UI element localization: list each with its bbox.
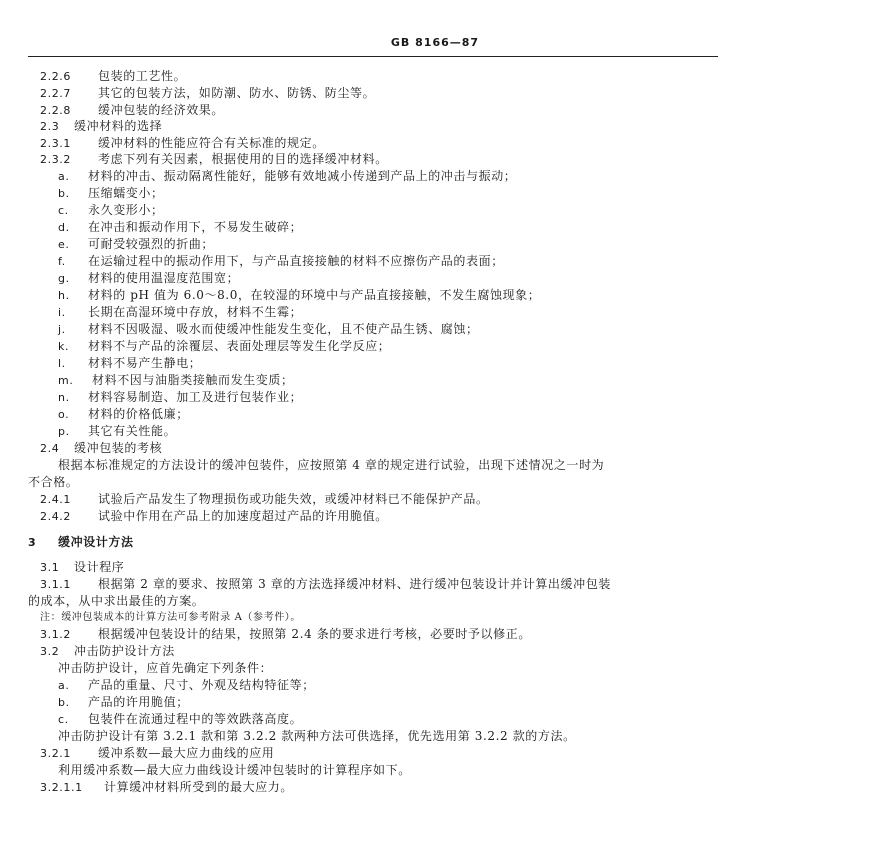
clause-text: 根据第 2 章的要求、按照第 3 章的方法选择缓冲材料、进行缓冲包装设计并计算出缓冲包装 (98, 577, 611, 591)
paragraph-line (28, 593, 204, 609)
clause-number: 3.1.2 (40, 628, 71, 641)
clause-3-2-1 (40, 745, 274, 762)
item-a (58, 168, 516, 185)
clause-number: 2.4.1 (40, 493, 71, 506)
clause-3-1-1 (40, 576, 611, 593)
paragraph-line (28, 474, 78, 490)
item-letter: a. (58, 679, 70, 692)
clause-text: 计算缓冲材料所受到的最大应力。 (104, 780, 294, 794)
item-n (58, 389, 302, 406)
clause-2-4-2 (40, 508, 388, 525)
item-letter: n. (58, 391, 70, 404)
item-letter: o. (58, 408, 70, 421)
clause-2-4-1 (40, 491, 489, 508)
clause-number: 2.2.7 (40, 87, 71, 100)
clause-text: 考虑下列有关因素，根据使用的目的选择缓冲材料。 (98, 152, 388, 166)
item-c (58, 711, 302, 728)
note-text: 注：缓冲包装成本的计算方法可参考附录 A（参考件）。 (40, 612, 301, 623)
item-text: 压缩蠕变小； (88, 186, 164, 200)
item-letter: i. (58, 306, 66, 319)
item-text: 可耐受较强烈的折曲； (88, 237, 215, 251)
item-text: 材料不与产品的涂覆层、表面处理层等发生化学反应； (88, 339, 391, 353)
paragraph-line (58, 457, 604, 473)
item-k (58, 338, 390, 355)
clause-text: 缓冲材料的选择 (74, 119, 163, 133)
clause-number: 3.2.1.1 (40, 781, 83, 794)
clause-number: 2.4 (40, 442, 60, 455)
item-a (58, 677, 315, 694)
clause-3-1-2 (40, 626, 531, 643)
item-letter: b. (58, 187, 70, 200)
clause-2-2-6 (40, 68, 186, 85)
paragraph-text: 的成本，从中求出最佳的方案。 (28, 594, 205, 608)
item-letter: d. (58, 221, 70, 234)
clause-text: 缓冲材料的性能应符合有关标准的规定。 (98, 136, 325, 150)
clause-number: 3.2.1 (40, 747, 71, 760)
clause-text: 试验后产品发生了物理损伤或功能失效，或缓冲材料已不能保护产品。 (98, 492, 489, 506)
clause-number: 2.3.2 (40, 153, 71, 166)
clause-text: 试验中作用在产品上的加速度超过产品的许用脆值。 (98, 509, 388, 523)
note-line (40, 610, 301, 626)
item-c (58, 202, 164, 219)
item-text: 材料不因吸湿、吸水而使缓冲性能发生变化，且不使产品生锈、腐蚀； (88, 322, 479, 336)
clause-number: 2.2.8 (40, 104, 71, 117)
item-letter: e. (58, 238, 70, 251)
clause-number: 2.3 (40, 120, 60, 133)
item-text: 长期在高湿环境中存放，材料不生霉； (88, 305, 303, 319)
clause-number: 3.1 (40, 561, 60, 574)
clause-number: 2.2.6 (40, 70, 71, 83)
item-e (58, 236, 214, 253)
item-h (58, 287, 540, 304)
item-letter: h. (58, 289, 70, 302)
clause-3-2-1-1 (40, 779, 293, 796)
item-b (58, 694, 189, 711)
clause-text: 缓冲系数—最大应力曲线的应用 (98, 746, 275, 760)
clause-2-3-1 (40, 135, 325, 152)
item-text: 在运输过程中的振动作用下，与产品直接接触的材料不应擦伤产品的表面； (88, 254, 504, 268)
clause-text: 冲击防护设计方法 (74, 644, 175, 658)
header-rule (28, 56, 718, 57)
item-text: 材料不因与油脂类接触而发生变质； (92, 373, 294, 387)
chapter-3-heading (28, 534, 134, 551)
item-l (58, 355, 201, 372)
page-header-code: GB 8166—87 (390, 36, 480, 49)
section-2-3-heading (40, 118, 162, 135)
clause-2-2-7 (40, 85, 375, 102)
clause-2-2-8 (40, 102, 224, 119)
paragraph-text: 不合格。 (28, 475, 79, 489)
clause-text: 缓冲包装的经济效果。 (98, 103, 225, 117)
paragraph-line (58, 762, 411, 778)
item-text: 材料不易产生静电； (88, 356, 202, 370)
item-j (58, 321, 479, 338)
clause-text: 其它的包装方法，如防潮、防水、防锈、防尘等。 (98, 86, 376, 100)
item-letter: j. (58, 323, 66, 336)
item-text: 包装件在流通过程中的等效跌落高度。 (88, 712, 303, 726)
item-letter: a. (58, 170, 70, 183)
item-letter: b. (58, 696, 70, 709)
item-i (58, 304, 302, 321)
item-text: 材料的冲击、振动隔离性能好，能够有效地减小传递到产品上的冲击与振动； (88, 169, 517, 183)
item-text: 材料的使用温湿度范围宽； (88, 271, 240, 285)
clause-text: 缓冲包装的考核 (74, 441, 163, 455)
item-letter: g. (58, 272, 70, 285)
item-m (58, 372, 294, 389)
paragraph-text: 利用缓冲系数—最大应力曲线设计缓冲包装时的计算程序如下。 (58, 763, 411, 777)
clause-text: 根据缓冲包装设计的结果，按照第 2.4 条的要求进行考核，必要时予以修正。 (98, 627, 531, 641)
item-text: 产品的许用脆值； (88, 695, 189, 709)
item-text: 永久变形小； (88, 203, 164, 217)
clause-number: 3 (28, 536, 37, 549)
clause-number: 2.3.1 (40, 137, 71, 150)
item-letter: c. (58, 713, 69, 726)
item-letter: l. (58, 357, 66, 370)
section-3-2-heading (40, 643, 175, 660)
paragraph-line (58, 728, 576, 744)
clause-2-3-2 (40, 151, 388, 168)
item-g (58, 270, 239, 287)
item-text: 材料的 pH 值为 6.0～8.0，在较湿的环境中与产品直接接触，不发生腐蚀现象； (88, 288, 541, 302)
clause-text: 缓冲设计方法 (58, 535, 134, 549)
item-text: 材料容易制造、加工及进行包装作业； (88, 390, 303, 404)
clause-number: 3.2 (40, 645, 60, 658)
clause-number: 3.1.1 (40, 578, 71, 591)
clause-text: 包装的工艺性。 (98, 69, 187, 83)
item-letter: c. (58, 204, 69, 217)
item-text: 在冲击和振动作用下，不易发生破碎； (88, 220, 303, 234)
item-text: 其它有关性能。 (88, 424, 177, 438)
item-letter: p. (58, 425, 70, 438)
item-letter: m. (58, 374, 74, 387)
item-text: 产品的重量、尺寸、外观及结构特征等； (88, 678, 315, 692)
paragraph-line (58, 660, 272, 676)
section-2-4-heading (40, 440, 162, 457)
clause-number: 2.4.2 (40, 510, 71, 523)
item-text: 材料的价格低廉； (88, 407, 189, 421)
paragraph-text: 冲击防护设计，应首先确定下列条件： (58, 661, 273, 675)
item-p (58, 423, 176, 440)
item-letter: f. (58, 255, 66, 268)
paragraph-text: 冲击防护设计有第 3.2.1 款和第 3.2.2 款两种方法可供选择，优先选用第 3.2.2 款的方法。 (58, 729, 576, 743)
item-o (58, 406, 189, 423)
clause-text: 设计程序 (74, 560, 125, 574)
item-b (58, 185, 164, 202)
item-f (58, 253, 504, 270)
item-d (58, 219, 302, 236)
section-3-1-heading (40, 559, 124, 576)
item-letter: k. (58, 340, 70, 353)
paragraph-text: 根据本标准规定的方法设计的缓冲包装件，应按照第 4 章的规定进行试验，出现下述情况之一时为 (58, 458, 605, 472)
